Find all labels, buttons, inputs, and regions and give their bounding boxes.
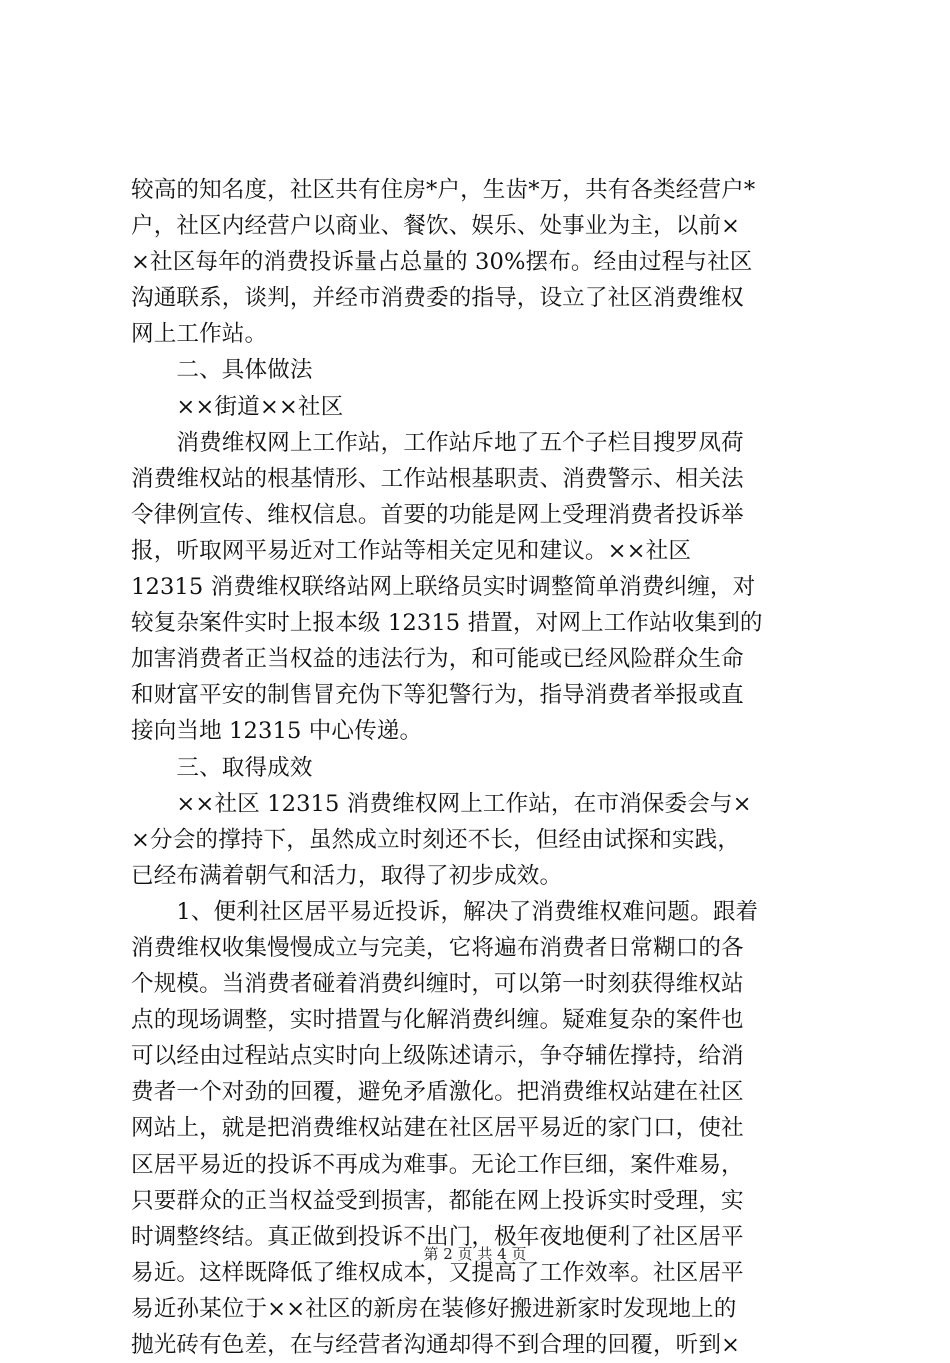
text-line: 时调整终结。真正做到投诉不出门，极年夜地便利了社区居平 — [131, 1223, 744, 1250]
text-line: 费者一个对劲的回覆，避免矛盾激化。把消费维权站建在社区 — [131, 1079, 744, 1106]
text-line: 报，听取网平易近对工作站等相关定见和建议。××社区 — [131, 537, 692, 564]
text-line: ××街道××社区 — [131, 393, 344, 420]
text-line: 令律例宣传、维权信息。首要的功能是网上受理消费者投诉举 — [131, 501, 744, 528]
text-line: 消费维权收集慢慢成立与完美，它将遍布消费者日常糊口的各 — [131, 934, 744, 961]
text-line: 网上工作站。 — [131, 321, 268, 348]
text-line: 和财富平安的制售冒充伪下等犯警行为，指导消费者举报或直 — [131, 682, 744, 709]
text-line: 易近。这样既降低了维权成本，又提高了工作效率。社区居平 — [131, 1259, 744, 1286]
text-line: 点的现场调整，实时措置与化解消费纠缠。疑难复杂的案件也 — [131, 1007, 744, 1034]
text-line: 个规模。当消费者碰着消费纠缠时，可以第一时刻获得维权站 — [131, 971, 744, 998]
text-line: 只要群众的正当权益受到损害，都能在网上投诉实时受理，实 — [131, 1187, 744, 1214]
text-line: 网站上，就是把消费维权站建在社区居平易近的家门口，使社 — [131, 1115, 744, 1142]
text-line: 1、便利社区居平易近投诉，解决了消费维权难问题。跟着 — [131, 898, 759, 925]
text-line: 已经布满着朝气和活力，取得了初步成效。 — [131, 862, 563, 889]
text-line: 沟通联系，谈判，并经市消费委的指导，设立了社区消费维权 — [131, 285, 744, 312]
text-line: 较高的知名度，社区共有住房*户，生齿*万，共有各类经营户* — [131, 177, 756, 203]
text-line: 抛光砖有色差，在与经营者沟通却得不到合理的回覆，听到× — [131, 1332, 741, 1358]
body-text — [131, 172, 831, 1363]
text-line: 较复杂案件实时上报本级 12315 措置，对网上工作站收集到的 — [131, 610, 763, 637]
page-footer: 第 2 页 共 4 页 — [423, 1245, 527, 1263]
text-line: ×分会的撑持下，虽然成立时刻还不长，但经由试探和实践， — [131, 826, 741, 853]
text-line: 消费维权网上工作站，工作站斥地了五个子栏目搜罗凤荷 — [131, 429, 744, 456]
text-line: 户，社区内经营户以商业、餐饮、娱乐、处事业为主，以前× — [131, 213, 741, 240]
text-line: 12315 消费维权联络站网上联络员实时调整简单消费纠缠，对 — [131, 574, 756, 601]
text-line: ××社区 12315 消费维权网上工作站，在市消保委会与× — [131, 790, 752, 817]
text-line: 接向当地 12315 中心传递。 — [131, 718, 423, 745]
text-line: ×社区每年的消费投诉量占总量的 30%摆布。经由过程与社区 — [131, 249, 753, 276]
text-line: 易近孙某位于××社区的新房在装修好搬进新家时发现地上的 — [131, 1295, 737, 1322]
text-line: 区居平易近的投诉不再成为难事。无论工作巨细，案件难易， — [131, 1151, 744, 1178]
text-line: 可以经由过程站点实时向上级陈述请示，争夺辅佐撑持，给消 — [131, 1043, 744, 1070]
text-line: 三、取得成效 — [131, 754, 313, 781]
text-line: 消费维权站的根基情形、工作站根基职责、消费警示、相关法 — [131, 465, 744, 492]
text-line: 加害消费者正当权益的违法行为，和可能或已经风险群众生命 — [131, 646, 744, 673]
text-line: 二、具体做法 — [131, 357, 313, 384]
